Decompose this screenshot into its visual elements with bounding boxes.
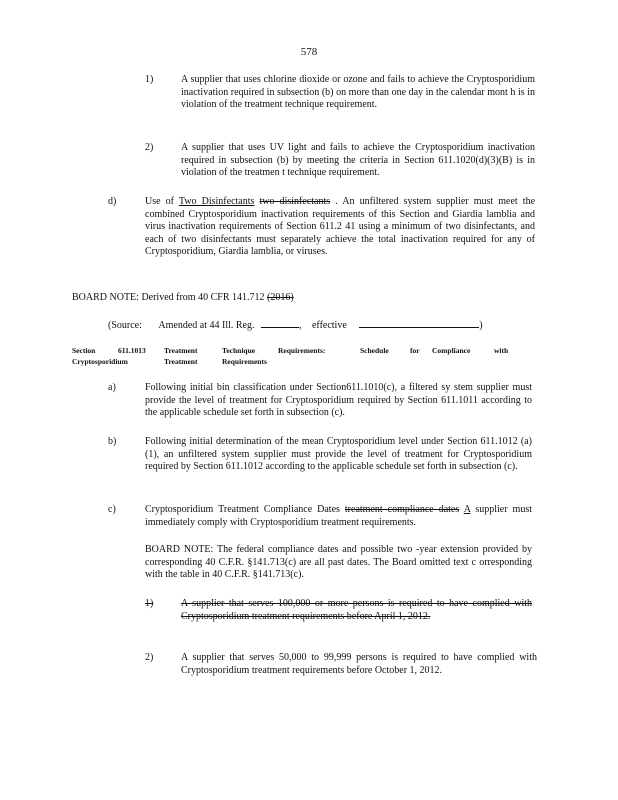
- source-effective-blank: [359, 318, 479, 328]
- item-1-text: A supplier that uses chlorine dioxide or ozone and fails to achieve the Cryptosporidium inactivation required in subsection (b) on more than one day in the calendar mont h is in violation of the treatment technique requirement.: [181, 74, 535, 110]
- item-a-text: Following initial bin classification under Section611.1010(c), a filtered sy stem supplier must provide the level of treatment for Cryptosporidium required by Section 611.1011 according to the applicable schedule set forth in subsection (c).: [145, 382, 532, 418]
- page-number: 578: [300, 46, 318, 58]
- item-d-rest: . An unfiltered system supplier must meet the combined Cryptosporidium inactivation requirements of this Section and Giardia lamblia and virus inactivation requirements of Section 611.2 41 using a minimum of two disinfectants, and each of two disinfectants must separately achieve the total inactivation required for any of Cryptosporidium, Giardia lamblia, or viruses.: [145, 196, 536, 257]
- source-amended: Amended at 44 Ill. Reg.: [158, 320, 255, 331]
- item-c-rest: supplier must immediately comply with Cryptosporidium treatment requirements.: [145, 504, 533, 528]
- heading-word: Section: [72, 346, 96, 355]
- source-comma: ,: [298, 320, 302, 331]
- item-c2-text: A supplier that serves 50,000 to 99,999 persons is required to have complied with Cryptosporidium treatment requirements before October 1, 2012.: [181, 652, 537, 676]
- heading-word: Compliance: [432, 346, 471, 355]
- section-heading: [0, 346, 618, 370]
- item-c2-label: 2): [145, 652, 154, 663]
- heading-word: for: [410, 346, 420, 355]
- item-d-prefix: Use of: [145, 196, 174, 207]
- item-c-prefix: Cryptosporidium Treatment Compliance Dates: [145, 504, 340, 515]
- heading-word: Requirements:: [278, 346, 326, 355]
- heading-word: Technique: [222, 346, 256, 355]
- item-c-text: [145, 504, 532, 529]
- item-d-text: [145, 196, 535, 259]
- item-1-label: 1): [145, 74, 154, 85]
- item-c-label: c): [108, 504, 116, 515]
- item-a-label: a): [108, 382, 116, 393]
- heading-word: with: [494, 346, 509, 355]
- item-b-label: b): [108, 436, 117, 447]
- heading-word: 611.1013: [118, 346, 146, 355]
- heading-word: Treatment: [164, 357, 198, 366]
- board-note-1: [72, 292, 294, 305]
- item-2-text: A supplier that uses UV light and fails to achieve the Cryptosporidium inactivation required in subsection (b) by meeting the criteria in Section 611.1020(d)(3)(B) is in violation of the treatmen t technique requirement.: [181, 142, 535, 178]
- board-note-1-struck: (2016): [267, 292, 294, 303]
- item-2-label: 2): [145, 142, 154, 153]
- item-c1-label: 1): [145, 598, 154, 609]
- item-d-inserted: Two Disinfectants: [178, 196, 255, 207]
- source-reg-blank: [261, 318, 299, 328]
- item-d-struck: two disinfectants: [259, 196, 331, 207]
- item-d-label: d): [108, 196, 117, 207]
- source-prefix: (Source:: [108, 320, 142, 331]
- item-c-inserted: A: [463, 504, 471, 515]
- item-c-struck: treatment compliance dates: [344, 504, 460, 515]
- item-b-text: Following initial determination of the mean Cryptosporidium level under Section 611.1012 (a)(1), an unfiltered system supplier must provide the level of treatment for Cryptosporidium required by Section 611.1012 according to the applicable schedule set forth in subsection (c).: [145, 436, 532, 472]
- heading-word: Cryptosporidium: [72, 357, 128, 366]
- heading-word: Requirements: [222, 357, 267, 366]
- item-c1-text: A supplier that serves 100,000 or more persons is required to have complied with Cryptosporidium treatment requirements before April 1, 2012.: [181, 598, 532, 622]
- heading-word: Treatment: [164, 346, 198, 355]
- board-note-2: BOARD NOTE: The federal compliance dates and possible two -year extension provided by corresponding 40 C.F.R. §141.713(c) are all past dates. The Board omitted text c orresponding with the table in 40 C.F.R. §141.713(c).: [145, 544, 532, 580]
- heading-word: Schedule: [360, 346, 389, 355]
- source-effective: effective: [311, 320, 347, 331]
- source-close: ): [479, 320, 483, 331]
- board-note-1-text: BOARD NOTE: Derived from 40 CFR 141.712: [72, 292, 265, 303]
- source-line: [108, 318, 483, 333]
